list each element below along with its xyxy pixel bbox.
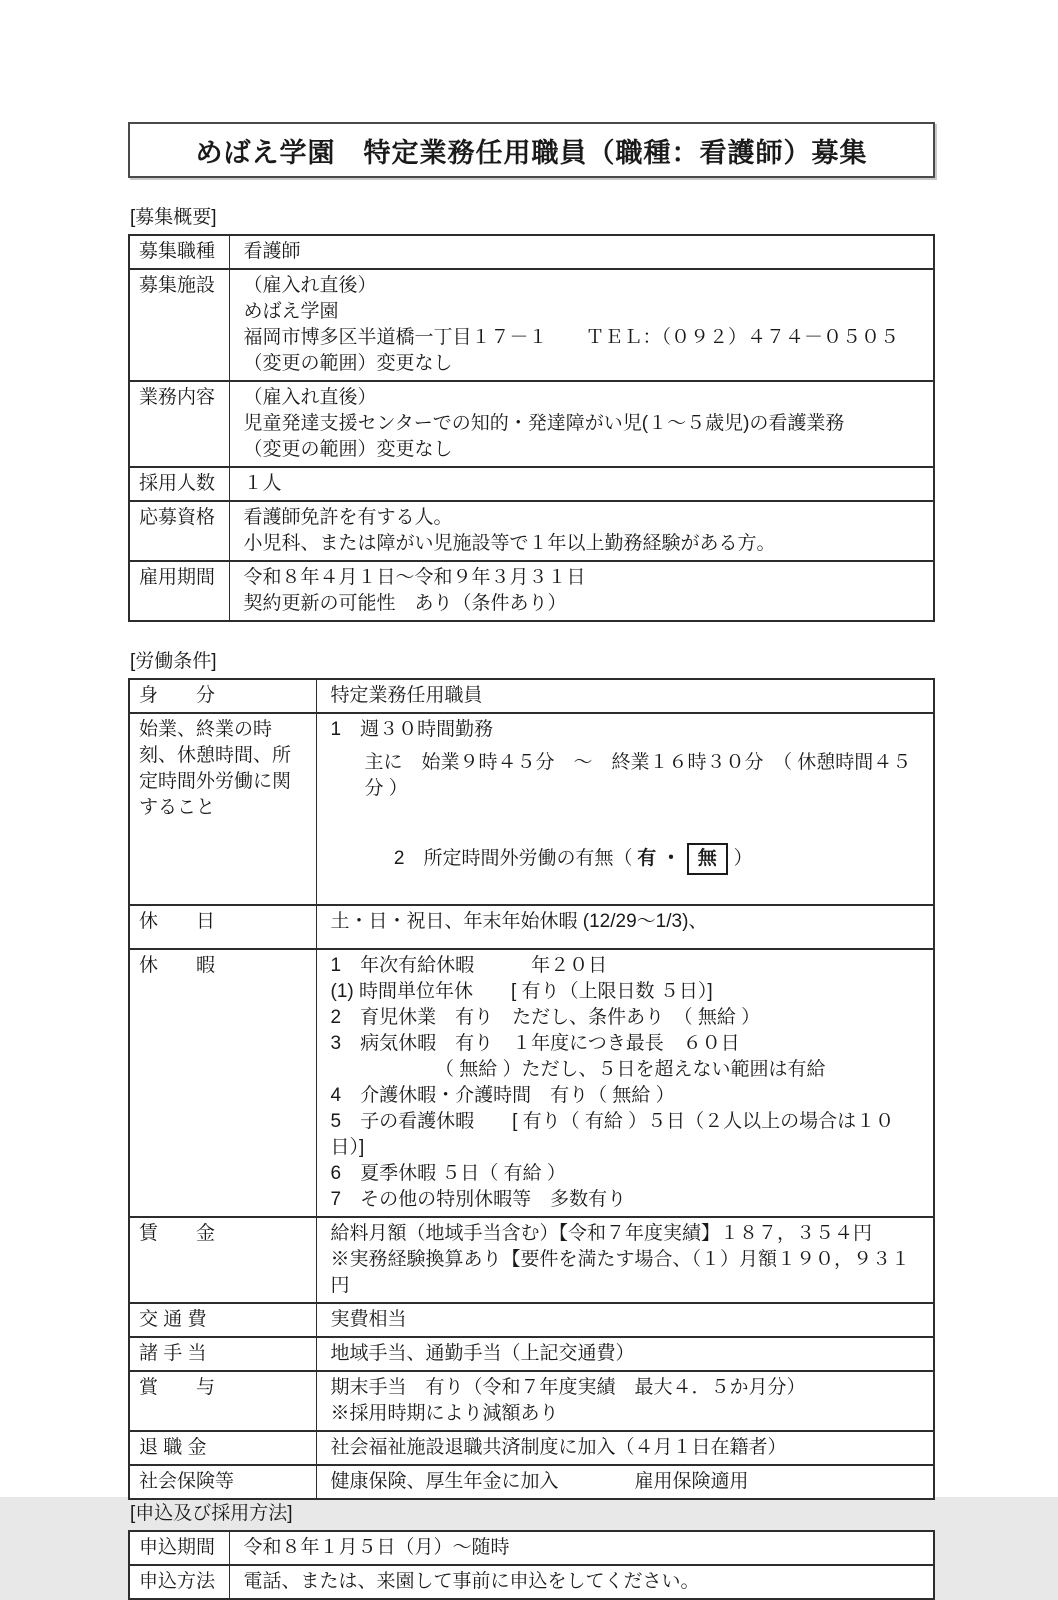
page-title-box <box>128 122 935 178</box>
row-value <box>316 1337 934 1371</box>
row-label: 賃 金 <box>129 1217 316 1303</box>
row-label: 休 暇 <box>129 949 316 1217</box>
section-heading-application: [申込及び採用方法] <box>130 1503 293 1524</box>
cell-line: 令和８年４月１日～令和９年３月３１日 <box>243 567 586 588</box>
row-value <box>229 235 934 269</box>
row-label: 社会保険等 <box>129 1465 316 1499</box>
cell-line: 特定業務任用職員 <box>330 685 483 706</box>
cell-line: めばえ学園 <box>243 301 339 322</box>
row-label: 募集施設 <box>129 269 229 381</box>
cell-line: （雇入れ直後） <box>243 387 377 408</box>
cell-line: 契約更新の可能性 あり（条件あり） <box>243 593 567 614</box>
table-row-leave <box>129 949 934 1217</box>
cell-line: １人 <box>243 473 282 494</box>
row-label: 申込方法 <box>129 1565 229 1599</box>
application-table <box>128 1530 935 1600</box>
table-row-status <box>129 679 934 713</box>
page-title: めばえ学園 特定業務任用職員（職種：看護師）募集 <box>195 137 868 168</box>
row-value <box>316 1431 934 1465</box>
cell-line-overtime <box>331 817 926 901</box>
row-value <box>229 1565 934 1599</box>
cell-line: 4 介護休暇・介護時間 有り（ 無給 ） <box>330 1085 675 1106</box>
cell-line: 実費相当 <box>330 1309 407 1330</box>
row-value <box>229 561 934 621</box>
cell-line: ※採用時期により減額あり <box>330 1403 559 1424</box>
cell-line: 看護師 <box>243 241 301 262</box>
cell-line: 電話、または、来園して事前に申込をしてください。 <box>243 1571 700 1592</box>
row-value <box>229 269 934 381</box>
cell-line: 福岡市博多区半道橋一丁目１７－１ ＴＥＬ：（０９２）４７４－０５０５ <box>243 327 900 348</box>
row-value <box>229 381 934 467</box>
table-row <box>129 1565 934 1599</box>
row-value <box>316 905 934 949</box>
cell-line: 3 病気休暇 有り １年度につき最長 ６０日 <box>330 1033 740 1054</box>
cell-line: 7 その他の特別休暇等 多数有り <box>330 1189 627 1210</box>
row-label: 雇用期間 <box>129 561 229 621</box>
cell-line: （雇入れ直後） <box>243 275 377 296</box>
section-heading-labor: [労働条件] <box>130 651 217 672</box>
row-label: 諸 手 当 <box>129 1337 316 1371</box>
cell-line: 期末手当 有り（令和７年度実績 最大４．５か月分） <box>330 1377 806 1398</box>
overtime-option-separator: ・ <box>656 848 686 869</box>
row-label: 身 分 <box>129 679 316 713</box>
cell-line: 社会福祉施設退職共済制度に加入（４月１日在籍者） <box>330 1437 787 1458</box>
row-label: 申込期間 <box>129 1531 229 1565</box>
cell-line: 主に 始業９時４５分 ～ 終業１６時３０分 （ 休憩時間４５分 ） <box>364 752 912 799</box>
table-row-allowance <box>129 1337 934 1371</box>
table-row-transport <box>129 1303 934 1337</box>
cell-line: (1) 時間単位年休 [ 有り（上限日数 ５日）] <box>330 981 713 1002</box>
table-row <box>129 501 934 561</box>
row-value <box>316 713 934 905</box>
row-value <box>316 679 934 713</box>
cell-line: 地域手当、通勤手当（上記交通費） <box>330 1343 635 1364</box>
cell-line: ※実務経験換算あり【要件を満たす場合、（１）月額１９０，９３１円 <box>330 1249 911 1296</box>
overtime-option-no-boxed: 無 <box>687 843 728 875</box>
row-value <box>316 1465 934 1499</box>
row-label: 賞 与 <box>129 1371 316 1431</box>
document-content <box>128 122 935 1600</box>
cell-line: 6 夏季休暇 ５日（ 有給 ） <box>330 1163 566 1184</box>
row-label: 募集職種 <box>129 235 229 269</box>
row-label: 業務内容 <box>129 381 229 467</box>
cell-line: 健康保険、厚生年金に加入 雇用保険適用 <box>330 1471 749 1492</box>
section-heading-overview: [募集概要] <box>130 207 217 228</box>
cell-line: （変更の範囲）変更なし <box>243 439 453 460</box>
row-label: 休 日 <box>129 905 316 949</box>
row-value <box>316 1303 934 1337</box>
cell-line: 1 年次有給休暇 年２０日 <box>330 955 608 976</box>
table-row-holiday <box>129 905 934 949</box>
overtime-paren-close: ） <box>728 848 753 869</box>
table-row <box>129 381 934 467</box>
table-row-insurance <box>129 1465 934 1499</box>
row-label: 交 通 費 <box>129 1303 316 1337</box>
overtime-number: 2 <box>393 848 424 869</box>
row-label: 応募資格 <box>129 501 229 561</box>
cell-line: 土・日・祝日、年末年始休暇 (12/29～1/3)、 <box>330 911 708 932</box>
row-value <box>316 949 934 1217</box>
table-row-work-hours <box>129 713 934 905</box>
table-row <box>129 561 934 621</box>
cell-line: 令和８年１月５日（月）～随時 <box>243 1537 510 1558</box>
table-row-retirement <box>129 1431 934 1465</box>
cell-line: 5 子の看護休暇 [ 有り（ 有給 ）５日（２人以上の場合は１０日）] <box>330 1111 895 1158</box>
row-value <box>316 1217 934 1303</box>
overtime-text: 所定時間外労働の有無 <box>423 848 614 869</box>
cell-line: 看護師免許を有する人。 <box>243 507 453 528</box>
table-row <box>129 235 934 269</box>
labor-table <box>128 678 935 1500</box>
row-label: 退 職 金 <box>129 1431 316 1465</box>
cell-line: 1 週３０時間勤務 <box>330 719 494 740</box>
table-row-bonus <box>129 1371 934 1431</box>
table-row <box>129 269 934 381</box>
overview-table <box>128 234 935 622</box>
row-value <box>229 1531 934 1565</box>
row-value <box>229 501 934 561</box>
cell-line: 小児科、または障がい児施設等で１年以上勤務経験がある方。 <box>243 533 776 554</box>
table-row <box>129 467 934 501</box>
cell-line: 児童発達支援センターでの知的・発達障がい児(１～５歳児)の看護業務 <box>243 413 845 434</box>
row-label: 始業、終業の時刻、休憩時間、所定時間外労働に関すること <box>129 713 316 905</box>
overtime-option-yes: 有 <box>637 848 657 869</box>
cell-line: （変更の範囲）変更なし <box>243 353 453 374</box>
row-label: 採用人数 <box>129 467 229 501</box>
cell-line: 給料月額（地域手当含む）【令和７年度実績】１８７，３５４円 <box>330 1223 873 1244</box>
overtime-paren-open: （ <box>613 848 638 869</box>
row-value <box>229 467 934 501</box>
cell-line: （ 無給 ）ただし、５日を超えない範囲は有給 <box>330 1059 826 1080</box>
table-row <box>129 1531 934 1565</box>
cell-line: 2 育児休業 有り ただし、条件あり （ 無給 ） <box>330 1007 761 1028</box>
table-row-wage <box>129 1217 934 1303</box>
row-value <box>316 1371 934 1431</box>
